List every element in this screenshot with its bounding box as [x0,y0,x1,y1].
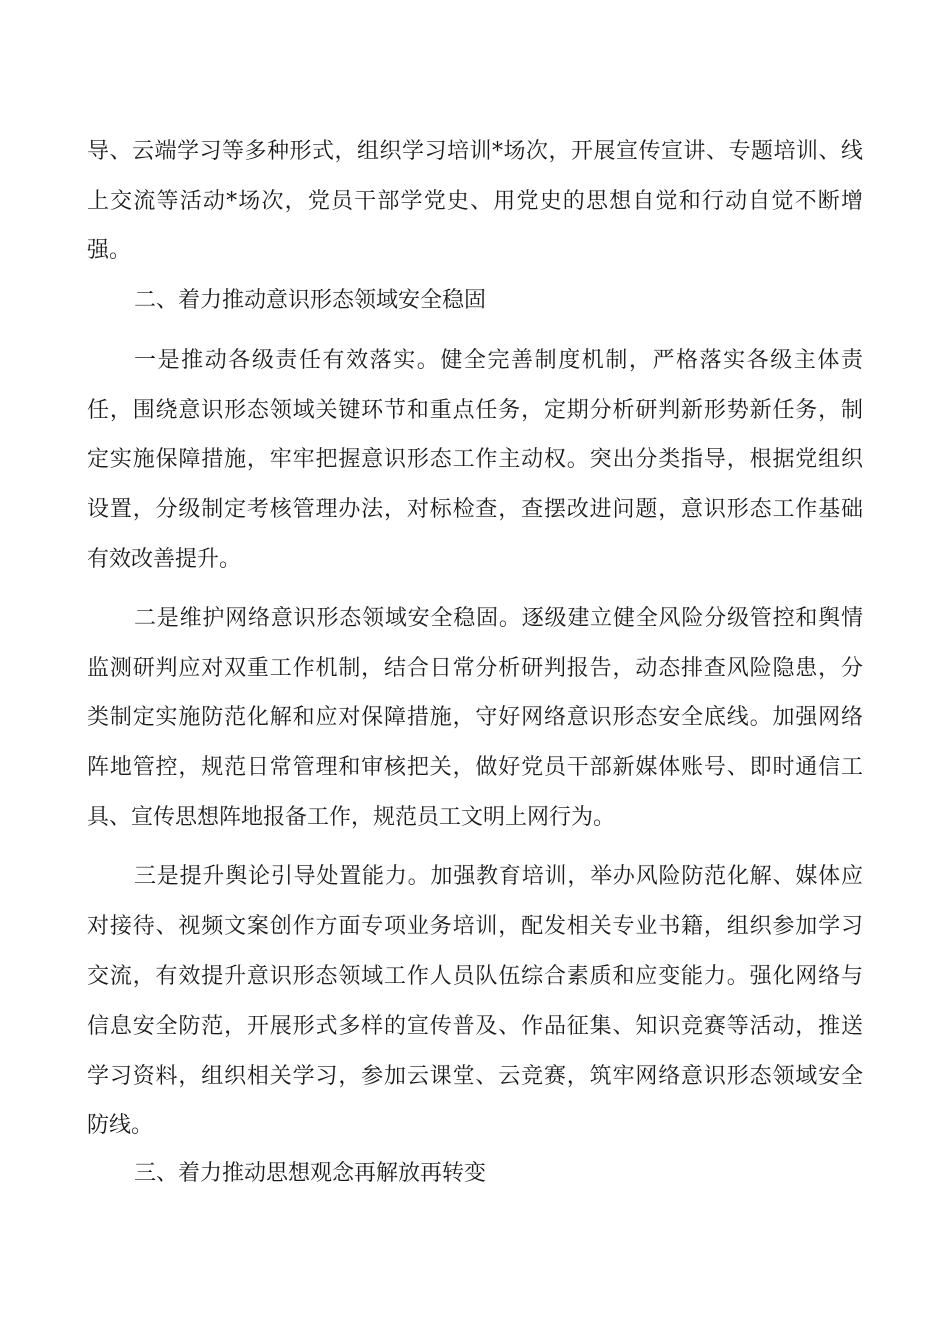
paragraph-1-line-3: 强。 [87,238,132,263]
paragraph-1-line-2: 上交流等活动*场次，党员干部学党史、用党史的思想自觉和行动自觉不断增 [87,189,863,214]
paragraph-3-line-5: 具、宣传思想阵地报备工作，规范员工文明上网行为。 [87,805,616,830]
paragraph-1-line-1: 导、云端学习等多种形式，组织学习培训*场次，开展宣传宣讲、专题培训、线 [87,139,863,164]
paragraph-2-line-1: 一是推动各级责任有效落实。健全完善制度机制，严格落实各级主体责 [134,348,863,373]
paragraph-4-line-4: 信息安全防范，开展形式多样的宣传普及、作品征集、知识竞赛等活动，推送 [87,1014,863,1039]
paragraph-4-line-2: 对接待、视频文案创作方面专项业务培训，配发相关专业书籍，组织参加学习 [87,914,863,939]
section-heading-3: 三、着力推动思想观念再解放再转变 [134,1161,487,1186]
paragraph-3-line-2: 监测研判应对双重工作机制，结合日常分析研判报告，动态排查风险隐患，分 [87,656,863,681]
paragraph-2-line-2: 任，围绕意识形态领域关键环节和重点任务，定期分析研判新形势新任务，制 [87,398,863,423]
paragraph-4-line-3: 交流，有效提升意识形态领域工作人员队伍综合素质和应变能力。强化网络与 [87,964,863,989]
paragraph-2-line-5: 有效改善提升。 [87,547,242,572]
paragraph-3-line-1: 二是维护网络意识形态领域安全稳固。逐级建立健全风险分级管控和舆情 [134,606,863,631]
paragraph-3-line-4: 阵地管控，规范日常管理和审核把关，做好党员干部新媒体账号、即时通信工 [87,755,863,780]
paragraph-3-line-3: 类制定实施防范化解和应对保障措施，守好网络意识形态安全底线。加强网络 [87,705,863,730]
paragraph-4-line-5: 学习资料，组织相关学习，参加云课堂、云竞赛，筑牢网络意识形态领域安全 [87,1064,863,1089]
paragraph-2-line-4: 设置，分级制定考核管理办法，对标检查，查摆改进问题，意识形态工作基础 [87,497,863,522]
paragraph-4-line-6: 防线。 [87,1113,154,1138]
paragraph-2-line-3: 定实施保障措施，牢牢把握意识形态工作主动权。突出分类指导，根据党组织 [87,447,863,472]
paragraph-4-line-1: 三是提升舆论引导处置能力。加强教育培训，举办风险防范化解、媒体应 [134,864,863,889]
section-heading-2: 二、着力推动意识形态领域安全稳固 [134,288,487,313]
